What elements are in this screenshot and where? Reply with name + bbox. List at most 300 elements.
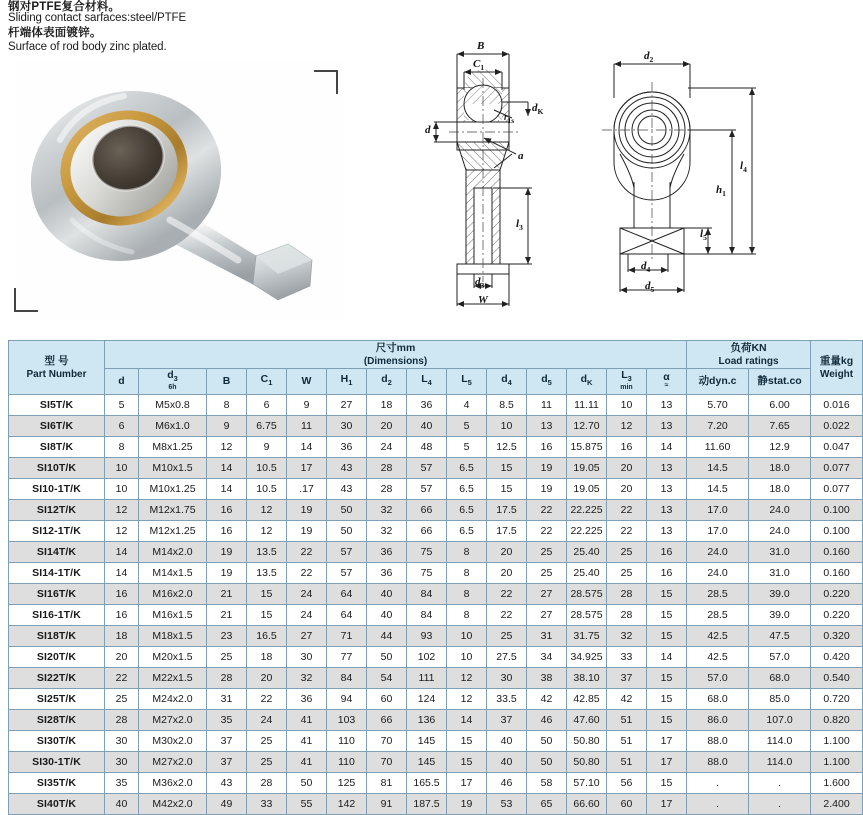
col-d: d xyxy=(105,369,139,395)
cell-dk: 11.11 xyxy=(567,395,607,416)
cell-dk: 34.925 xyxy=(567,647,607,668)
cell-H1: 71 xyxy=(327,626,367,647)
cell-d3: M22x1.5 xyxy=(139,668,207,689)
table-row xyxy=(9,584,863,605)
cell-L5: 10 xyxy=(447,626,487,647)
cell-d2: 70 xyxy=(367,731,407,752)
cell-L4: 102 xyxy=(407,647,447,668)
cell-weight: 0.077 xyxy=(811,458,863,479)
cell-dyn: 86.0 xyxy=(687,710,749,731)
cell-L4: 145 xyxy=(407,752,447,773)
cell-dk: 22.225 xyxy=(567,521,607,542)
cell-part-number: SI12-1T/K xyxy=(9,521,105,542)
cell-d5: 27 xyxy=(527,605,567,626)
cell-L3min: 42 xyxy=(607,689,647,710)
specification-table-wrapper xyxy=(8,340,854,815)
cell-weight: 0.220 xyxy=(811,584,863,605)
cell-alpha: 13 xyxy=(647,416,687,437)
dim-label-B: B xyxy=(477,40,485,52)
cell-H1: 84 xyxy=(327,668,367,689)
cell-H1: 50 xyxy=(327,521,367,542)
cell-weight: 0.820 xyxy=(811,710,863,731)
cell-d4: 17.5 xyxy=(487,521,527,542)
cell-W: 22 xyxy=(287,563,327,584)
cell-d3: M42x2.0 xyxy=(139,794,207,815)
cell-weight: 0.720 xyxy=(811,689,863,710)
table-row xyxy=(9,605,863,626)
cell-L3min: 28 xyxy=(607,584,647,605)
cell-dyn: . xyxy=(687,773,749,794)
cell-d3: M27x2.0 xyxy=(139,752,207,773)
cell-B: 37 xyxy=(207,752,247,773)
cell-dk: 38.10 xyxy=(567,668,607,689)
cell-d2: 36 xyxy=(367,542,407,563)
cell-dk: 19.05 xyxy=(567,458,607,479)
cell-weight: 0.016 xyxy=(811,395,863,416)
cell-stat: 12.9 xyxy=(749,437,811,458)
cell-H1: 94 xyxy=(327,689,367,710)
header-dimensions-en: (Dimensions) xyxy=(363,355,428,367)
cell-d3: M18x1.5 xyxy=(139,626,207,647)
cell-L5: 5 xyxy=(447,416,487,437)
cell-W: 36 xyxy=(287,689,327,710)
cell-d5: 27 xyxy=(527,584,567,605)
header-weight-group xyxy=(811,341,863,395)
cell-L5: 6.5 xyxy=(447,458,487,479)
cell-part-number: SI6T/K xyxy=(9,416,105,437)
header-part-number-en: Part Number xyxy=(26,368,87,380)
cell-L5: 6.5 xyxy=(447,479,487,500)
cell-L5: 6.5 xyxy=(447,521,487,542)
cell-d2: 54 xyxy=(367,668,407,689)
cell-d2: 20 xyxy=(367,416,407,437)
cell-dk: 12.70 xyxy=(567,416,607,437)
cell-d5: 38 xyxy=(527,668,567,689)
cell-d2: 40 xyxy=(367,605,407,626)
cell-d2: 81 xyxy=(367,773,407,794)
cell-B: 19 xyxy=(207,563,247,584)
cell-C1: 15 xyxy=(247,584,287,605)
cell-d3: M10x1.5 xyxy=(139,458,207,479)
cell-dyn: 42.5 xyxy=(687,647,749,668)
cell-L5: 14 xyxy=(447,710,487,731)
cell-L4: 75 xyxy=(407,542,447,563)
cell-d3: M14x1.5 xyxy=(139,563,207,584)
cell-L3min: 60 xyxy=(607,794,647,815)
cell-W: 14 xyxy=(287,437,327,458)
col-H1: $H_1$ xyxy=(327,369,367,395)
cell-weight: 0.160 xyxy=(811,563,863,584)
cell-d3: M16x1.5 xyxy=(139,605,207,626)
cell-dk: 57.10 xyxy=(567,773,607,794)
cell-B: 16 xyxy=(207,500,247,521)
cell-B: 31 xyxy=(207,689,247,710)
cell-W: .17 xyxy=(287,479,327,500)
cell-dk: 25.40 xyxy=(567,542,607,563)
cell-stat: 31.0 xyxy=(749,542,811,563)
cell-part-number: SI30-1T/K xyxy=(9,752,105,773)
cell-L3min: 25 xyxy=(607,563,647,584)
cell-B: 12 xyxy=(207,437,247,458)
cell-part-number: SI25T/K xyxy=(9,689,105,710)
cell-alpha: 15 xyxy=(647,668,687,689)
cell-C1: 13.5 xyxy=(247,542,287,563)
cell-part-number: SI10-1T/K xyxy=(9,479,105,500)
cell-d4: 37 xyxy=(487,710,527,731)
cell-d5: 50 xyxy=(527,752,567,773)
drawing-front-view xyxy=(596,42,792,317)
cell-C1: 24 xyxy=(247,710,287,731)
cell-d3: M12x1.25 xyxy=(139,521,207,542)
cell-B: 23 xyxy=(207,626,247,647)
cell-dyn: 17.0 xyxy=(687,521,749,542)
cell-stat: 68.0 xyxy=(749,668,811,689)
cell-dk: 28.575 xyxy=(567,584,607,605)
cell-W: 32 xyxy=(287,668,327,689)
col-L5: $L_5$ xyxy=(447,369,487,395)
header-load-ratings-en: Load ratings xyxy=(718,355,779,367)
cell-part-number: SI5T/K xyxy=(9,395,105,416)
cell-stat: 57.0 xyxy=(749,647,811,668)
drawing-cross-section xyxy=(424,42,592,317)
cell-d4: 20 xyxy=(487,563,527,584)
cell-d: 35 xyxy=(105,773,139,794)
cell-part-number: SI22T/K xyxy=(9,668,105,689)
table-row xyxy=(9,752,863,773)
header-dimensions-group xyxy=(105,341,687,369)
cell-L5: 5 xyxy=(447,437,487,458)
cell-dyn: 17.0 xyxy=(687,500,749,521)
cell-d2: 28 xyxy=(367,479,407,500)
col-dyn: 动dyn.c xyxy=(687,369,749,395)
cell-d: 14 xyxy=(105,563,139,584)
cell-W: 41 xyxy=(287,731,327,752)
cell-d5: 11 xyxy=(527,395,567,416)
cell-d5: 50 xyxy=(527,731,567,752)
cell-dyn: 5.70 xyxy=(687,395,749,416)
cell-d4: 8.5 xyxy=(487,395,527,416)
cell-L3min: 10 xyxy=(607,395,647,416)
cell-L4: 36 xyxy=(407,395,447,416)
col-C1: $C_1$ xyxy=(247,369,287,395)
cell-d: 12 xyxy=(105,500,139,521)
cell-d5: 58 xyxy=(527,773,567,794)
cell-alpha: 17 xyxy=(647,752,687,773)
col-d4: $d_4$ xyxy=(487,369,527,395)
cell-d4: 15 xyxy=(487,479,527,500)
cell-d: 25 xyxy=(105,689,139,710)
cell-d5: 65 xyxy=(527,794,567,815)
cell-C1: 6 xyxy=(247,395,287,416)
cell-d5: 42 xyxy=(527,689,567,710)
cell-d5: 25 xyxy=(527,563,567,584)
cell-d: 6 xyxy=(105,416,139,437)
cell-B: 8 xyxy=(207,395,247,416)
cell-alpha: 17 xyxy=(647,794,687,815)
cell-stat: . xyxy=(749,794,811,815)
table-row xyxy=(9,794,863,815)
cell-C1: 9 xyxy=(247,437,287,458)
cell-L5: 12 xyxy=(447,689,487,710)
cell-weight: 1.600 xyxy=(811,773,863,794)
header-weight-en: Weight xyxy=(819,368,854,380)
cell-weight: 0.220 xyxy=(811,605,863,626)
cell-stat: 6.00 xyxy=(749,395,811,416)
cell-L4: 187.5 xyxy=(407,794,447,815)
cell-L3min: 32 xyxy=(607,626,647,647)
cell-d4: 33.5 xyxy=(487,689,527,710)
cell-B: 14 xyxy=(207,458,247,479)
cell-d5: 16 xyxy=(527,437,567,458)
cell-W: 27 xyxy=(287,626,327,647)
col-d5: $d_5$ xyxy=(527,369,567,395)
cell-d2: 32 xyxy=(367,521,407,542)
dim-label-d3: $d_3$ xyxy=(475,276,485,291)
cell-part-number: SI10T/K xyxy=(9,458,105,479)
cell-L4: 66 xyxy=(407,500,447,521)
cell-d4: 22 xyxy=(487,584,527,605)
cell-C1: 18 xyxy=(247,647,287,668)
cell-d: 18 xyxy=(105,626,139,647)
cell-dyn: 57.0 xyxy=(687,668,749,689)
cell-C1: 15 xyxy=(247,605,287,626)
cell-d: 30 xyxy=(105,731,139,752)
cell-alpha: 15 xyxy=(647,773,687,794)
cell-L4: 145 xyxy=(407,731,447,752)
cell-B: 19 xyxy=(207,542,247,563)
cell-d3: M10x1.25 xyxy=(139,479,207,500)
cell-d5: 31 xyxy=(527,626,567,647)
dim-label-d4: $d_4$ xyxy=(641,260,651,275)
cell-L3min: 16 xyxy=(607,437,647,458)
cell-L3min: 51 xyxy=(607,752,647,773)
cell-part-number: SI12T/K xyxy=(9,500,105,521)
cell-dyn: 88.0 xyxy=(687,731,749,752)
header-load-ratings-cn: 负荷KN xyxy=(730,341,767,354)
col-L3min: $L_3$ min xyxy=(607,369,647,395)
cell-L4: 48 xyxy=(407,437,447,458)
cell-dk: 19.05 xyxy=(567,479,607,500)
cell-C1: 28 xyxy=(247,773,287,794)
cell-H1: 110 xyxy=(327,731,367,752)
cell-dyn: 14.5 xyxy=(687,458,749,479)
cell-d4: 40 xyxy=(487,731,527,752)
cell-d3: M36x2.0 xyxy=(139,773,207,794)
cell-d3: M8x1.25 xyxy=(139,437,207,458)
note-line1-cn: 钢对PTFE复合材料。 xyxy=(8,1,121,13)
cell-d5: 22 xyxy=(527,500,567,521)
cell-L3min: 33 xyxy=(607,647,647,668)
cell-B: 25 xyxy=(207,647,247,668)
cell-d5: 13 xyxy=(527,416,567,437)
cell-L5: 8 xyxy=(447,542,487,563)
table-row xyxy=(9,521,863,542)
dim-label-l3: $l_3$ xyxy=(516,218,523,233)
cell-H1: 125 xyxy=(327,773,367,794)
cell-H1: 110 xyxy=(327,752,367,773)
cell-dyn: 88.0 xyxy=(687,752,749,773)
cell-weight: 0.100 xyxy=(811,500,863,521)
cell-part-number: SI20T/K xyxy=(9,647,105,668)
dim-label-l4: $l_4$ xyxy=(740,160,747,175)
cell-alpha: 13 xyxy=(647,521,687,542)
cell-B: 14 xyxy=(207,479,247,500)
table-row xyxy=(9,731,863,752)
cell-dyn: . xyxy=(687,794,749,815)
cell-L4: 165.5 xyxy=(407,773,447,794)
cell-dk: 47.60 xyxy=(567,710,607,731)
cell-dyn: 28.5 xyxy=(687,605,749,626)
cell-d3: M16x2.0 xyxy=(139,584,207,605)
cell-C1: 10.5 xyxy=(247,458,287,479)
cell-C1: 16.5 xyxy=(247,626,287,647)
cell-d2: 32 xyxy=(367,500,407,521)
cell-C1: 12 xyxy=(247,521,287,542)
cell-L3min: 51 xyxy=(607,731,647,752)
cell-L5: 4 xyxy=(447,395,487,416)
cell-stat: 31.0 xyxy=(749,563,811,584)
table-row xyxy=(9,437,863,458)
cell-d4: 10 xyxy=(487,416,527,437)
cell-L3min: 12 xyxy=(607,416,647,437)
cell-H1: 50 xyxy=(327,500,367,521)
table-row xyxy=(9,542,863,563)
cell-L4: 57 xyxy=(407,479,447,500)
cell-part-number: SI40T/K xyxy=(9,794,105,815)
cell-L5: 15 xyxy=(447,731,487,752)
cell-d: 22 xyxy=(105,668,139,689)
cell-L4: 136 xyxy=(407,710,447,731)
cell-H1: 30 xyxy=(327,416,367,437)
cell-W: 50 xyxy=(287,773,327,794)
table-row xyxy=(9,395,863,416)
cell-C1: 20 xyxy=(247,668,287,689)
cell-stat: 114.0 xyxy=(749,731,811,752)
cell-stat: 39.0 xyxy=(749,605,811,626)
cell-L5: 8 xyxy=(447,563,487,584)
cell-H1: 27 xyxy=(327,395,367,416)
cell-W: 24 xyxy=(287,605,327,626)
cell-C1: 10.5 xyxy=(247,479,287,500)
cell-L3min: 22 xyxy=(607,500,647,521)
cell-weight: 0.022 xyxy=(811,416,863,437)
table-row xyxy=(9,773,863,794)
cell-d: 12 xyxy=(105,521,139,542)
cell-dk: 15.875 xyxy=(567,437,607,458)
cell-H1: 36 xyxy=(327,437,367,458)
cell-L5: 15 xyxy=(447,752,487,773)
cell-B: 28 xyxy=(207,668,247,689)
table-row xyxy=(9,647,863,668)
cell-alpha: 15 xyxy=(647,584,687,605)
cell-W: 41 xyxy=(287,752,327,773)
header-part-number-cn: 型 号 xyxy=(44,354,69,367)
dim-label-d5: $d_5$ xyxy=(645,280,655,295)
cell-L5: 10 xyxy=(447,647,487,668)
table-row xyxy=(9,626,863,647)
col-stat: 静stat.co xyxy=(749,369,811,395)
cell-L4: 40 xyxy=(407,416,447,437)
cell-stat: 107.0 xyxy=(749,710,811,731)
header-dimensions-cn: 尺寸mm xyxy=(375,341,416,354)
cell-C1: 13.5 xyxy=(247,563,287,584)
cell-d: 16 xyxy=(105,605,139,626)
cell-d2: 60 xyxy=(367,689,407,710)
cell-d5: 25 xyxy=(527,542,567,563)
table-body xyxy=(9,395,863,815)
cell-alpha: 15 xyxy=(647,710,687,731)
cell-L4: 124 xyxy=(407,689,447,710)
cell-stat: . xyxy=(749,773,811,794)
cell-weight: 0.047 xyxy=(811,437,863,458)
cell-C1: 25 xyxy=(247,731,287,752)
cell-alpha: 16 xyxy=(647,563,687,584)
cell-part-number: SI14T/K xyxy=(9,542,105,563)
cell-weight: 0.100 xyxy=(811,521,863,542)
cell-d: 5 xyxy=(105,395,139,416)
cell-alpha: 13 xyxy=(647,479,687,500)
cell-W: 11 xyxy=(287,416,327,437)
cell-d4: 25 xyxy=(487,626,527,647)
cell-d4: 22 xyxy=(487,605,527,626)
cell-weight: 1.100 xyxy=(811,731,863,752)
cell-d3: M30x2.0 xyxy=(139,731,207,752)
cell-L4: 57 xyxy=(407,458,447,479)
table-row xyxy=(9,563,863,584)
cell-d3: M12x1.75 xyxy=(139,500,207,521)
cell-part-number: SI14-1T/K xyxy=(9,563,105,584)
cell-weight: 2.400 xyxy=(811,794,863,815)
cell-dyn: 42.5 xyxy=(687,626,749,647)
table-row xyxy=(9,710,863,731)
col-dk: $d_K$ xyxy=(567,369,607,395)
cell-d2: 24 xyxy=(367,437,407,458)
cell-d: 8 xyxy=(105,437,139,458)
cell-d5: 22 xyxy=(527,521,567,542)
col-alpha: α ≈ xyxy=(647,369,687,395)
cell-alpha: 13 xyxy=(647,395,687,416)
cell-dk: 66.60 xyxy=(567,794,607,815)
dim-label-W: W xyxy=(478,294,488,306)
cell-B: 16 xyxy=(207,521,247,542)
cell-L3min: 51 xyxy=(607,710,647,731)
cell-d4: 15 xyxy=(487,458,527,479)
cell-d2: 91 xyxy=(367,794,407,815)
cell-H1: 77 xyxy=(327,647,367,668)
cell-dyn: 68.0 xyxy=(687,689,749,710)
cell-weight: 0.320 xyxy=(811,626,863,647)
cell-W: 55 xyxy=(287,794,327,815)
cell-dyn: 28.5 xyxy=(687,584,749,605)
table-row xyxy=(9,500,863,521)
col-W: W xyxy=(287,369,327,395)
col-d2: $d_2$ xyxy=(367,369,407,395)
cell-d4: 20 xyxy=(487,542,527,563)
cell-H1: 57 xyxy=(327,542,367,563)
cell-H1: 142 xyxy=(327,794,367,815)
cell-alpha: 16 xyxy=(647,542,687,563)
material-notes xyxy=(8,0,348,55)
cell-stat: 39.0 xyxy=(749,584,811,605)
cell-dyn: 7.20 xyxy=(687,416,749,437)
cell-L4: 111 xyxy=(407,668,447,689)
cell-L4: 84 xyxy=(407,584,447,605)
dim-label-h1: $h_1$ xyxy=(716,184,726,199)
cell-H1: 64 xyxy=(327,584,367,605)
cell-d2: 70 xyxy=(367,752,407,773)
cell-d: 30 xyxy=(105,752,139,773)
cell-weight: 0.540 xyxy=(811,668,863,689)
